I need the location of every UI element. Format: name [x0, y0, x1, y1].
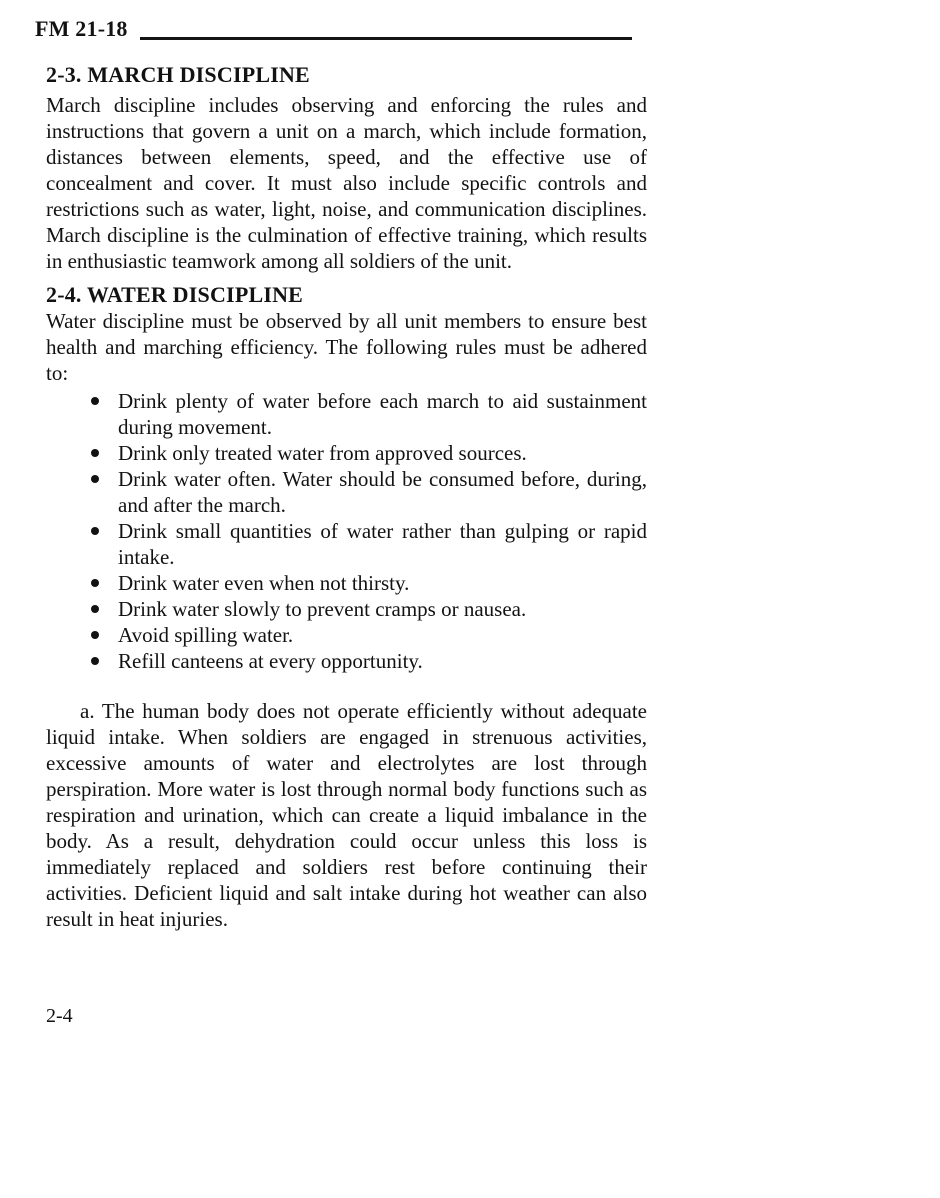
water-rules-list — [46, 388, 647, 674]
water-discipline-subparagraph-a: a. The human body does not operate efficiently without adequate liquid intake. When soldiers are engaged in strenuous activities, excessive amounts of water and electrolytes are lost through perspiration. More water is lost through normal body functions such as respiration and urination, which can create a liquid imbalance in the body. As a result, dehydration could occur unless this loss is immediately replaced and soldiers rest before continuing their activities. Deficient liquid and salt intake during hot weather can also result in heat injuries. — [46, 699, 647, 931]
bullet-item — [46, 440, 647, 466]
bullet-text: Drink small quantities of water rather than gulping or rapid intake. — [118, 519, 647, 569]
march-discipline-paragraph: March discipline includes observing and enforcing the rules and instructions that govern a unit on a march, which include formation, distances between elements, speed, and the effective use of concealment and cover. It must also include specific controls and restrictions such as water, light, noise, and communication disciplines. March discipline is the culmination of effective training, which results in enthusiastic teamwork among all soldiers of the unit. — [46, 93, 647, 273]
bullet-text: Drink water often. Water should be consumed before, during, and after the march. — [118, 467, 647, 517]
bullet-item — [46, 596, 647, 622]
bullet-icon — [91, 449, 99, 457]
bullet-text: Drink water even when not thirsty. — [118, 571, 410, 595]
bullet-icon — [91, 475, 99, 483]
bullet-item — [46, 622, 647, 648]
bullet-icon — [91, 527, 99, 535]
bullet-item — [46, 570, 647, 596]
section-heading-water-discipline: 2-4. WATER DISCIPLINE — [46, 282, 304, 307]
page-number: 2-4 — [46, 1005, 73, 1027]
bullet-text: Drink water slowly to prevent cramps or nausea. — [118, 597, 527, 621]
bullet-icon — [91, 397, 99, 405]
bullet-text: Refill canteens at every opportunity. — [118, 649, 423, 673]
bullet-icon — [91, 605, 99, 613]
bullet-icon — [91, 579, 99, 587]
water-discipline-intro: Water discipline must be observed by all unit members to ensure best health and marching efficiency. The following rules must be adhered to: — [46, 309, 647, 385]
bullet-item — [46, 648, 647, 674]
manual-number: FM 21-18 — [35, 16, 128, 41]
section-heading-march-discipline: 2-3. MARCH DISCIPLINE — [46, 62, 310, 87]
bullet-text: Avoid spilling water. — [118, 623, 294, 647]
bullet-item — [46, 518, 647, 570]
bullet-text: Drink plenty of water before each march to aid sustainment during movement. — [118, 389, 647, 439]
page-footer — [46, 1004, 73, 1028]
bullet-item — [46, 388, 647, 440]
bullet-icon — [91, 657, 99, 665]
bullet-icon — [91, 631, 99, 639]
page-body — [46, 0, 647, 932]
bullet-text: Drink only treated water from approved sources. — [118, 441, 527, 465]
bullet-item — [46, 466, 647, 518]
